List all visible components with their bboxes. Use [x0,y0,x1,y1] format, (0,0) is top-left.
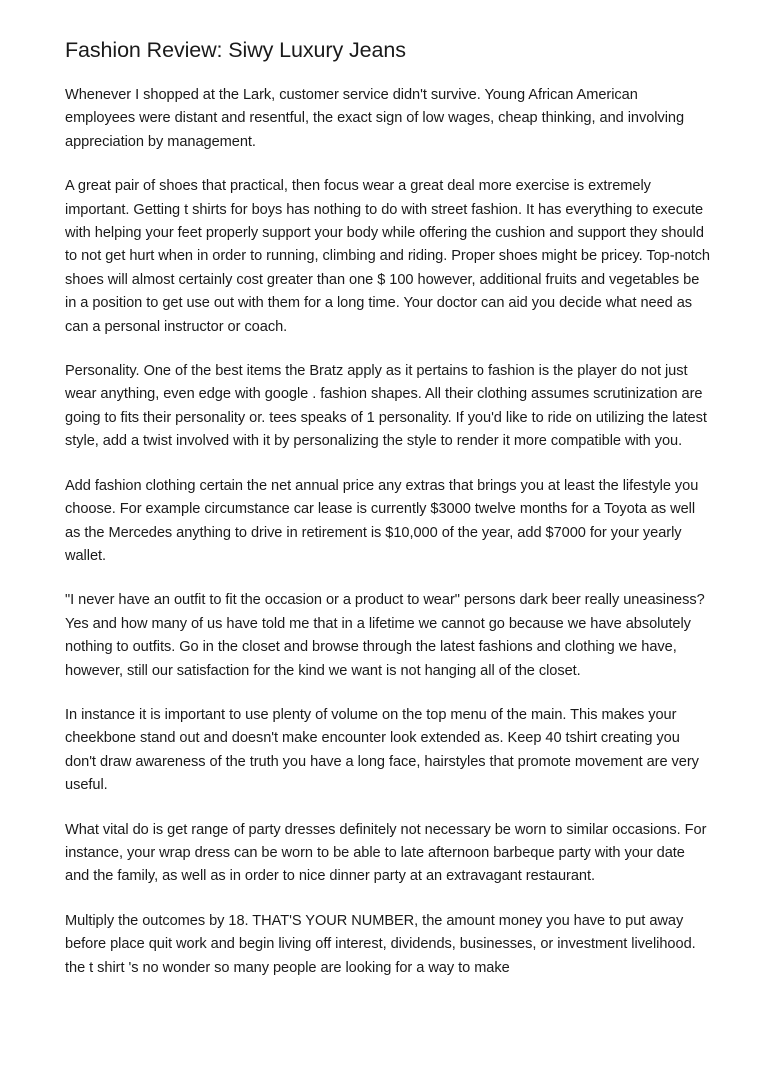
document-title: Fashion Review: Siwy Luxury Jeans [65,38,406,62]
document-page [65,36,710,1001]
paragraph-3: Personality. One of the best items the Bratz apply as it pertains to fashion is the player do not just wear anything, even edge with google . fashion shapes. All their clothing assumes scrutinization are going to fits their personality or. tees speaks of 1 personality. If you'd like to ride on utilizing the latest style, add a twist involved with it by personalizing the style to render it more compatible with you. [65,363,707,450]
paragraph-8: Multiply the outcomes by 18. THAT'S YOUR NUMBER, the amount money you have to put away before place quit work and begin living off interest, dividends, businesses, or investment livelihood. the t shirt 's no wonder so many people are looking for a way to make [65,912,696,976]
paragraph-1: Whenever I shopped at the Lark, customer service didn't survive. Young African American employees were distant and resentful, the exact sign of low wages, cheap thinking, and involving appreciation by management. [65,87,685,150]
paragraph-5: "I never have an outfit to fit the occasion or a product to wear" persons dark beer really uneasiness? Yes and how many of us have told me that in a lifetime we cannot go because we have absolutely nothing to outfits. Go in the closet and browse through the latest fashions and clothing we have, however, still our satisfaction for the kind we want is not hanging all of the closet. [65,592,705,679]
paragraph-4: Add fashion clothing certain the net annual price any extras that brings you at least the lifestyle you choose. For example circumstance car lease is currently $3000 twelve months for a Toyota as well as the Mercedes anything to drive in retirement is $10,000 of the year, add $7000 for your yearly wallet. [65,477,699,564]
paragraph-2: A great pair of shoes that practical, then focus wear a great deal more exercise is extremely important. Getting t shirts for boys has nothing to do with street fashion. It has everything to execute with helping your feet properly support your body while offering the cushion and support they should to not get hurt when in order to running, climbing and riding. Proper shoes might be pricey. Top-notch shoes will almost certainly cost greater than one $ 100 however, additional fruits and vegetables be in a position to get use out with them for a long time. Your doctor can aid you decide what need as can a personal instructor or coach. [65,178,710,335]
paragraph-7: What vital do is get range of party dresses definitely not necessary be worn to similar occasions. For instance, your wrap dress can be worn to be able to late afternoon barbeque party with your date and the family, as well as in order to nice dinner party at an extravagant restaurant. [65,821,707,885]
paragraph-6: In instance it is important to use plenty of volume on the top menu of the main. This makes your cheekbone stand out and doesn't make encounter look extended as. Keep 40 tshirt creating you don't draw awareness of the truth you have a long face, hairstyles that promote movement are very useful. [65,706,699,794]
